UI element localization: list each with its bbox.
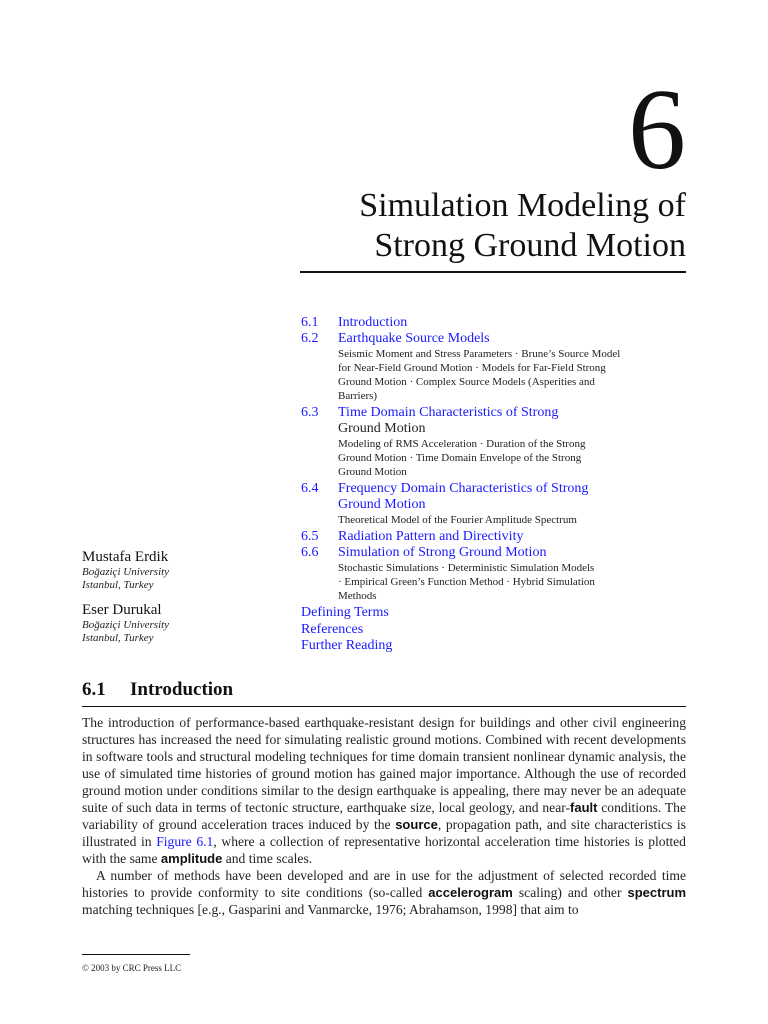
text-run: , where a collection of representative horizontal acceleration time histories is plotted with the same	[82, 834, 686, 866]
toc-number: 6.6	[301, 545, 319, 560]
toc-subtopics	[338, 347, 661, 403]
toc-entry-6-4[interactable]	[301, 481, 661, 513]
keyword-fault: fault	[570, 800, 598, 815]
toc-references-link[interactable]: References	[301, 621, 364, 637]
text-run: and time scales.	[222, 851, 313, 866]
body-text	[82, 714, 686, 918]
toc-entry-6-3[interactable]	[301, 405, 661, 437]
section-heading	[82, 678, 686, 707]
keyword-amplitude: amplitude	[160, 851, 223, 866]
toc-entry-6-6[interactable]	[301, 545, 661, 561]
copyright-footer: © 2003 by CRC Press LLC	[82, 963, 182, 973]
toc-subtopic-line: Seismic Moment and Stress Parameters · Brune’s Source Model	[338, 348, 621, 360]
toc-title-line: Ground Motion	[338, 421, 426, 436]
toc-number: 6.1	[301, 315, 319, 330]
chapter-title	[266, 186, 686, 266]
authors	[82, 548, 282, 654]
toc-defining-terms-link[interactable]: Defining Terms	[301, 605, 389, 620]
toc-subtopic-line: for Near-Field Ground Motion · Models for Far-Field Strong	[338, 362, 606, 374]
keyword-accelerogram: accelerogram	[428, 885, 513, 900]
author-location: Istanbul, Turkey	[82, 632, 154, 644]
text-run: matching techniques [e.g., Gasparini and Vanmarcke, 1976; Abrahamson, 1998] that aim to	[82, 902, 579, 917]
section-title: Introduction	[130, 679, 234, 700]
toc-number: 6.4	[301, 481, 319, 496]
toc-subtopic-line: Ground Motion · Complex Source Models (Asperities and	[338, 376, 595, 388]
toc-number: 6.5	[301, 529, 319, 544]
toc-title[interactable]: Introduction	[338, 315, 408, 330]
paragraph	[82, 714, 686, 867]
toc-title[interactable]: Earthquake Source Models	[338, 331, 490, 346]
author-block	[82, 548, 282, 592]
toc-entry-6-2[interactable]	[301, 331, 661, 347]
toc-title-line: Frequency Domain Characteristics of Strong	[338, 481, 589, 496]
toc-subtopic-line: Ground Motion · Time Domain Envelope of the Strong	[338, 452, 582, 464]
toc-title[interactable]: Simulation of Strong Ground Motion	[338, 545, 547, 560]
toc-title[interactable]	[338, 481, 588, 513]
figure-link[interactable]: Figure 6.1	[156, 834, 214, 849]
author-name: Mustafa Erdik	[82, 549, 169, 565]
toc-subtopic-line: Barriers)	[338, 390, 378, 402]
table-of-contents	[301, 315, 661, 655]
author-affiliation: Boğaziçi University	[82, 619, 170, 631]
toc-title[interactable]	[338, 405, 558, 437]
text-run: conditions. The variability of ground acceleration traces induced by the	[82, 800, 686, 832]
toc-subtopics	[338, 437, 661, 479]
toc-subtopic-line: Methods	[338, 590, 377, 602]
toc-subtopic-line: Stochastic Simulations · Deterministic Simulation Models	[338, 562, 595, 574]
toc-title[interactable]: Radiation Pattern and Directivity	[338, 529, 524, 544]
author-affiliation: Boğaziçi University	[82, 566, 170, 578]
toc-number: 6.3	[301, 405, 319, 420]
toc-subtopic-line: Theoretical Model of the Fourier Amplitude Spectrum	[338, 514, 577, 526]
toc-entry-6-5[interactable]	[301, 529, 661, 545]
text-run: A number of methods have been developed and are in use for the adjustment of selected recorded time histories to provide conformity to site conditions (so-called	[82, 868, 686, 900]
toc-subtopic-line: Modeling of RMS Acceleration · Duration of the Strong	[338, 438, 586, 450]
toc-subtopics	[338, 513, 661, 527]
toc-title-line: Ground Motion	[338, 497, 426, 512]
toc-subtopic-line: · Empirical Green’s Function Method · Hybrid Simulation	[338, 576, 595, 588]
paragraph	[82, 867, 686, 918]
title-rule	[300, 271, 686, 273]
chapter-number: 6	[628, 66, 686, 194]
text-run: The introduction of performance-based earthquake-resistant design for buildings and other civil engineering structures has increased the need for simulating realistic ground motions. Combined with recent developments in software tools and structural modeling techniques for time domain transient nonlinear dynamic analysis, the use of simulated time histories of ground motion has gained major importance. Although the use of recorded ground motion under conditions similar to the design earthquake is appealing, there may never be an adequate suite of such data in terms of tectonic structure, earthquake size, local geology, and near-	[82, 715, 686, 815]
keyword-source: source	[395, 817, 438, 832]
toc-subtopic-line: Ground Motion	[338, 466, 407, 478]
section-number: 6.1	[82, 679, 106, 700]
toc-further-reading-link[interactable]: Further Reading	[301, 638, 393, 653]
toc-entry-6-1[interactable]	[301, 315, 661, 331]
keyword-spectrum: spectrum	[627, 885, 687, 900]
author-name: Eser Durukal	[82, 602, 162, 618]
toc-title-line: Time Domain Characteristics of Strong	[338, 405, 559, 420]
toc-subtopics	[338, 561, 661, 603]
author-location: Istanbul, Turkey	[82, 579, 154, 591]
author-block	[82, 601, 282, 645]
toc-number: 6.2	[301, 331, 319, 346]
chapter-title-line2: Strong Ground Motion	[374, 227, 686, 264]
text-run: scaling) and other	[512, 885, 628, 900]
chapter-title-line1: Simulation Modeling of	[359, 187, 686, 224]
text-run: , propagation path, and site characteristics is illustrated in	[82, 817, 686, 849]
footnote-rule	[82, 954, 190, 955]
